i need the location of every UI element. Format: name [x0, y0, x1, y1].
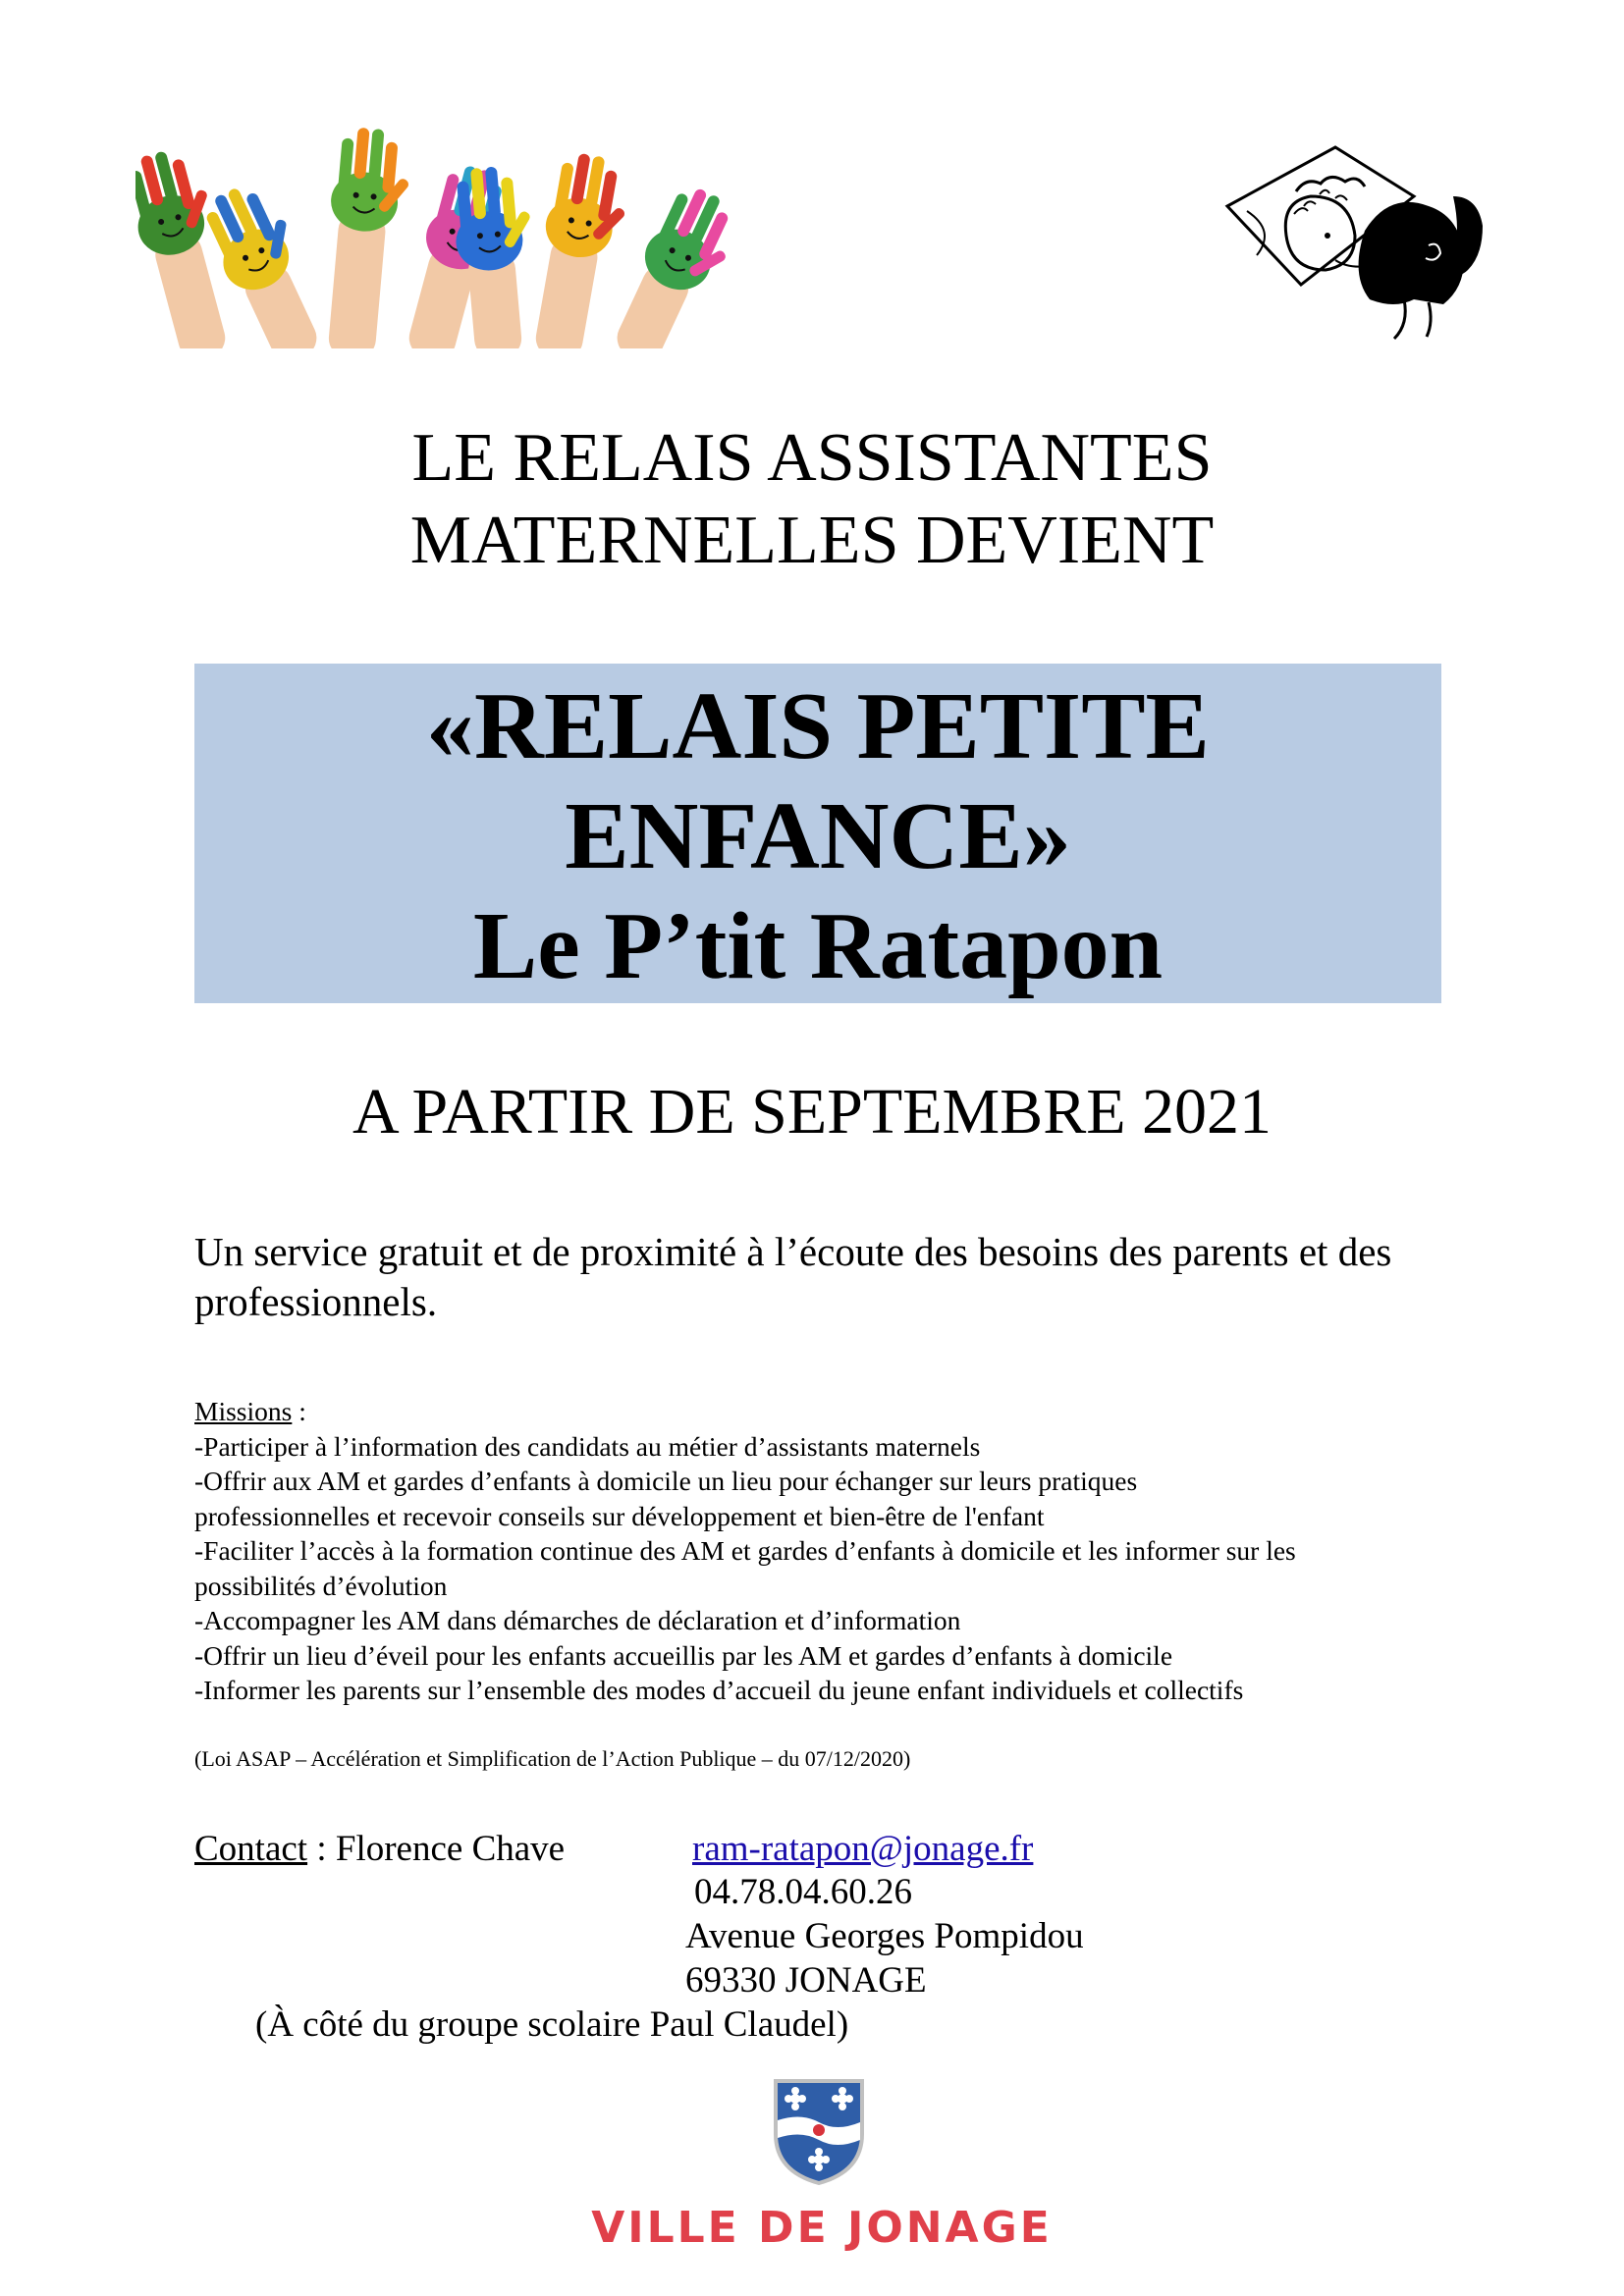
mission-item: -Accompagner les AM dans démarches de déclaration et d’information: [194, 1605, 961, 1635]
contact-line: [194, 1828, 565, 1871]
start-date: A PARTIR DE SEPTEMBRE 2021: [352, 1076, 1272, 1148]
coat-of-arms-icon: [772, 2077, 866, 2185]
missions-list: [194, 1394, 1471, 1708]
mission-item: -Faciliter l’accès à la formation continue des AM et gardes d’enfants à domicile et les informer sur les: [194, 1535, 1296, 1566]
highlight-title: [194, 671, 1441, 1001]
intro-paragraph: Un service gratuit et de proximité à l’écoute des besoins des parents et des professionnels.: [194, 1229, 1392, 1324]
highlight-line-1: «RELAIS PETITE: [426, 673, 1210, 779]
location-note: (À côté du groupe scolaire Paul Claudel): [255, 2004, 849, 2045]
mission-item: -Informer les parents sur l’ensemble des modes d’accueil du jeune enfant individuels et collectifs: [194, 1675, 1244, 1705]
mission-item: possibilités d’évolution: [194, 1570, 448, 1601]
contact-phone: 04.78.04.60.26: [694, 1872, 912, 1912]
highlight-line-2: ENFANCE»: [565, 783, 1071, 889]
headline: [0, 417, 1624, 582]
city-name: VILLE DE JONAGE: [591, 2203, 1053, 2253]
law-note: (Loi ASAP – Accélération et Simplification de l’Action Publique – du 07/12/2020): [194, 1746, 911, 1771]
missions-heading: [194, 1394, 1471, 1429]
highlight-line-3: Le P’tit Ratapon: [472, 893, 1164, 999]
contact-label: Contact: [194, 1829, 308, 1869]
contact-email-link[interactable]: ram-ratapon@jonage.fr: [692, 1829, 1034, 1869]
contact-name: : Florence Chave: [307, 1829, 566, 1869]
missions-heading-colon: :: [292, 1396, 306, 1426]
headline-line-2: MATERNELLES DEVIENT: [409, 503, 1215, 578]
mission-item: -Offrir un lieu d’éveil pour les enfants accueillis par les AM et gardes d’enfants à domicile: [194, 1639, 1173, 1671]
mission-item: -Offrir aux AM et gardes d’enfants à domicile un lieu pour échanger sur leurs pratiques: [194, 1466, 1138, 1496]
mission-item: -Participer à l’information des candidats au métier d’assistants maternels: [194, 1430, 981, 1462]
contact-address-city: 69330 JONAGE: [685, 1960, 927, 2001]
missions-heading-label: Missions: [194, 1396, 293, 1426]
sleeping-child-drawing: [1218, 137, 1502, 348]
contact-address-street: Avenue Georges Pompidou: [685, 1916, 1084, 1956]
headline-line-1: LE RELAIS ASSISTANTES: [411, 420, 1213, 496]
painted-hands-image: [135, 103, 739, 348]
mission-item: professionnelles et recevoir conseils sur développement et bien-être de l'enfant: [194, 1500, 1045, 1531]
